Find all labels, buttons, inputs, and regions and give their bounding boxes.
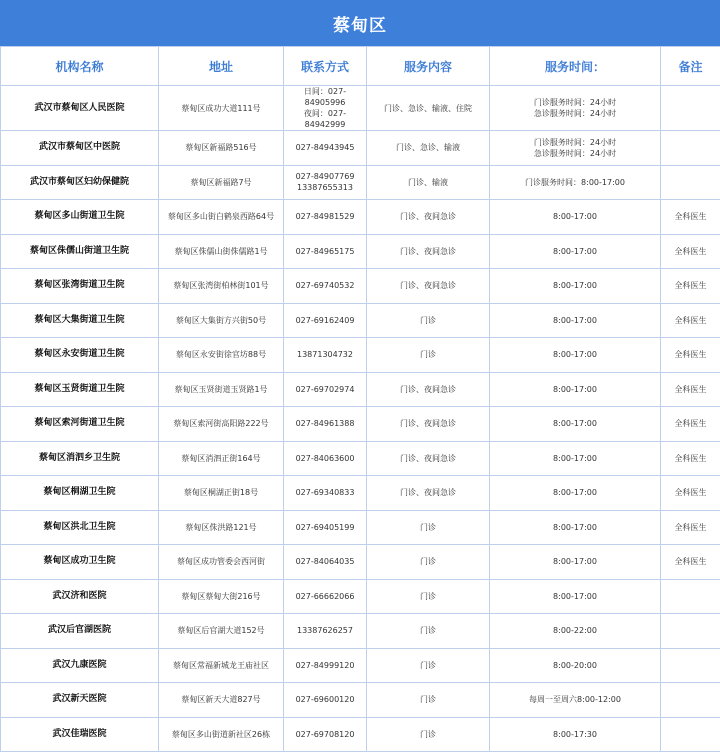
cell-services: 门诊 bbox=[367, 303, 490, 338]
cell-note bbox=[661, 717, 720, 752]
cell-hours-line: 8:00-17:00 bbox=[493, 246, 657, 257]
cell-hours bbox=[490, 579, 661, 614]
cell-note: 全科医生 bbox=[661, 510, 720, 545]
table-body bbox=[1, 86, 720, 752]
cell-note bbox=[661, 86, 720, 131]
cell-hours bbox=[490, 545, 661, 580]
cell-address: 蔡甸区成功管委会西河街 bbox=[159, 545, 284, 580]
cell-name: 蔡甸区侏儒山街道卫生院 bbox=[1, 234, 159, 269]
cell-contact bbox=[284, 338, 367, 373]
cell-contact bbox=[284, 165, 367, 200]
cell-note: 全科医生 bbox=[661, 200, 720, 235]
cell-hours bbox=[490, 131, 661, 166]
table-row bbox=[1, 614, 720, 649]
cell-services: 门诊 bbox=[367, 545, 490, 580]
cell-contact-line: 027-66662066 bbox=[287, 591, 363, 602]
cell-address: 蔡甸区多山街道新社区26栋 bbox=[159, 717, 284, 752]
cell-contact bbox=[284, 441, 367, 476]
cell-hours-line: 8:00-17:00 bbox=[493, 522, 657, 533]
title-text: 蔡甸区 bbox=[333, 11, 387, 36]
cell-hours-line: 8:00-22:00 bbox=[493, 625, 657, 636]
cell-contact-line: 027-84999120 bbox=[287, 660, 363, 671]
cell-services: 门诊 bbox=[367, 648, 490, 683]
cell-hours-line: 8:00-20:00 bbox=[493, 660, 657, 671]
cell-hours bbox=[490, 717, 661, 752]
table-row bbox=[1, 510, 720, 545]
cell-name: 武汉九康医院 bbox=[1, 648, 159, 683]
cell-name: 蔡甸区张湾街道卫生院 bbox=[1, 269, 159, 304]
cell-hours-line: 每周一至周六8:00-12:00 bbox=[493, 694, 657, 705]
cell-services: 门诊 bbox=[367, 717, 490, 752]
cell-note bbox=[661, 165, 720, 200]
table-row bbox=[1, 165, 720, 200]
cell-name: 武汉市蔡甸区妇幼保健院 bbox=[1, 165, 159, 200]
cell-name: 武汉佳瑞医院 bbox=[1, 717, 159, 752]
cell-hours bbox=[490, 372, 661, 407]
cell-note bbox=[661, 648, 720, 683]
cell-name: 武汉济和医院 bbox=[1, 579, 159, 614]
table-row bbox=[1, 648, 720, 683]
cell-address: 蔡甸区侏洪路121号 bbox=[159, 510, 284, 545]
cell-services: 门诊、急诊、输液 bbox=[367, 131, 490, 166]
cell-note bbox=[661, 579, 720, 614]
cell-name: 蔡甸区消泗乡卫生院 bbox=[1, 441, 159, 476]
cell-name: 蔡甸区多山街道卫生院 bbox=[1, 200, 159, 235]
cell-note: 全科医生 bbox=[661, 407, 720, 442]
cell-contact-line: 027-69740532 bbox=[287, 280, 363, 291]
cell-contact bbox=[284, 510, 367, 545]
cell-hours-line: 8:00-17:00 bbox=[493, 556, 657, 567]
cell-hours bbox=[490, 510, 661, 545]
table-row bbox=[1, 86, 720, 131]
table-row bbox=[1, 476, 720, 511]
cell-contact-line: 日间：027-84905996 bbox=[287, 86, 363, 108]
cell-hours-line: 8:00-17:00 bbox=[493, 315, 657, 326]
table-header-row bbox=[1, 47, 720, 86]
cell-hours-line: 8:00-17:00 bbox=[493, 280, 657, 291]
cell-contact bbox=[284, 86, 367, 131]
cell-hours-line: 急诊服务时间：24小时 bbox=[493, 148, 657, 159]
cell-contact bbox=[284, 269, 367, 304]
cell-address: 蔡甸区消泗正街164号 bbox=[159, 441, 284, 476]
cell-address: 蔡甸区蔡甸大街216号 bbox=[159, 579, 284, 614]
cell-services: 门诊、夜间急诊 bbox=[367, 200, 490, 235]
cell-note: 全科医生 bbox=[661, 441, 720, 476]
cell-hours-line: 8:00-17:00 bbox=[493, 591, 657, 602]
cell-address: 蔡甸区侏儒山街侏儒路1号 bbox=[159, 234, 284, 269]
cell-services: 门诊 bbox=[367, 579, 490, 614]
cell-note bbox=[661, 683, 720, 718]
cell-hours-line: 8:00-17:00 bbox=[493, 211, 657, 222]
cell-services: 门诊、夜间急诊 bbox=[367, 441, 490, 476]
cell-hours bbox=[490, 86, 661, 131]
cell-hours-line: 8:00-17:00 bbox=[493, 418, 657, 429]
cell-name: 蔡甸区索河街道卫生院 bbox=[1, 407, 159, 442]
header-contact: 联系方式 bbox=[284, 47, 367, 86]
cell-note: 全科医生 bbox=[661, 476, 720, 511]
cell-contact-line: 027-84961388 bbox=[287, 418, 363, 429]
cell-contact bbox=[284, 234, 367, 269]
cell-services: 门诊、夜间急诊 bbox=[367, 407, 490, 442]
table-row bbox=[1, 372, 720, 407]
cell-contact-line: 027-69702974 bbox=[287, 384, 363, 395]
table-row bbox=[1, 683, 720, 718]
cell-contact-line: 027-84064035 bbox=[287, 556, 363, 567]
cell-contact bbox=[284, 131, 367, 166]
cell-contact bbox=[284, 372, 367, 407]
cell-name: 蔡甸区永安街道卫生院 bbox=[1, 338, 159, 373]
cell-contact bbox=[284, 717, 367, 752]
table-row bbox=[1, 338, 720, 373]
cell-contact bbox=[284, 648, 367, 683]
cell-hours-line: 8:00-17:00 bbox=[493, 453, 657, 464]
cell-contact bbox=[284, 579, 367, 614]
cell-hours-line: 8:00-17:00 bbox=[493, 349, 657, 360]
table-row bbox=[1, 200, 720, 235]
cell-contact bbox=[284, 200, 367, 235]
cell-hours-line: 门诊服务时间：24小时 bbox=[493, 97, 657, 108]
cell-contact bbox=[284, 614, 367, 649]
header-address: 地址 bbox=[159, 47, 284, 86]
cell-name: 武汉市蔡甸区中医院 bbox=[1, 131, 159, 166]
cell-hours-line: 门诊服务时间：8:00-17:00 bbox=[493, 177, 657, 188]
cell-name: 武汉市蔡甸区人民医院 bbox=[1, 86, 159, 131]
cell-address: 蔡甸区桐湖正街18号 bbox=[159, 476, 284, 511]
cell-services: 门诊 bbox=[367, 338, 490, 373]
cell-hours-line: 8:00-17:00 bbox=[493, 384, 657, 395]
cell-hours bbox=[490, 614, 661, 649]
cell-name: 蔡甸区桐湖卫生院 bbox=[1, 476, 159, 511]
cell-contact bbox=[284, 407, 367, 442]
cell-address: 蔡甸区张湾街柏林街101号 bbox=[159, 269, 284, 304]
cell-note: 全科医生 bbox=[661, 303, 720, 338]
cell-services: 门诊、夜间急诊 bbox=[367, 234, 490, 269]
cell-note bbox=[661, 614, 720, 649]
cell-services: 门诊、夜间急诊 bbox=[367, 269, 490, 304]
cell-address: 蔡甸区成功大道111号 bbox=[159, 86, 284, 131]
cell-note: 全科医生 bbox=[661, 372, 720, 407]
cell-services: 门诊 bbox=[367, 510, 490, 545]
cell-note bbox=[661, 131, 720, 166]
cell-services: 门诊、急诊、输液、住院 bbox=[367, 86, 490, 131]
cell-address: 蔡甸区永安街徐官坊88号 bbox=[159, 338, 284, 373]
cell-services: 门诊 bbox=[367, 614, 490, 649]
cell-hours bbox=[490, 338, 661, 373]
cell-hours-line: 8:00-17:30 bbox=[493, 729, 657, 740]
cell-address: 蔡甸区后官湖大道152号 bbox=[159, 614, 284, 649]
cell-contact-line: 027-84943945 bbox=[287, 142, 363, 153]
cell-contact-line: 027-69600120 bbox=[287, 694, 363, 705]
cell-services: 门诊、夜间急诊 bbox=[367, 372, 490, 407]
cell-name: 蔡甸区成功卫生院 bbox=[1, 545, 159, 580]
table-row bbox=[1, 441, 720, 476]
cell-hours-line: 急诊服务时间：24小时 bbox=[493, 108, 657, 119]
cell-address: 蔡甸区新福路7号 bbox=[159, 165, 284, 200]
cell-contact bbox=[284, 545, 367, 580]
cell-hours bbox=[490, 200, 661, 235]
table-row bbox=[1, 131, 720, 166]
cell-contact-line: 027-84981529 bbox=[287, 211, 363, 222]
cell-services: 门诊、夜间急诊 bbox=[367, 476, 490, 511]
cell-name: 蔡甸区大集街道卫生院 bbox=[1, 303, 159, 338]
page-title bbox=[0, 0, 720, 46]
cell-contact-line: 027-69340833 bbox=[287, 487, 363, 498]
cell-name: 武汉新天医院 bbox=[1, 683, 159, 718]
cell-note: 全科医生 bbox=[661, 269, 720, 304]
cell-hours-line: 门诊服务时间：24小时 bbox=[493, 137, 657, 148]
cell-contact bbox=[284, 476, 367, 511]
cell-name: 武汉后官湖医院 bbox=[1, 614, 159, 649]
cell-hours bbox=[490, 476, 661, 511]
cell-contact bbox=[284, 683, 367, 718]
header-hours: 服务时间： bbox=[490, 47, 661, 86]
cell-contact-line: 027-69708120 bbox=[287, 729, 363, 740]
table-row bbox=[1, 269, 720, 304]
table-row bbox=[1, 407, 720, 442]
cell-contact-line: 夜间：027-84942999 bbox=[287, 108, 363, 130]
cell-hours bbox=[490, 269, 661, 304]
table-row bbox=[1, 234, 720, 269]
cell-address: 蔡甸区常福新城龙王庙社区 bbox=[159, 648, 284, 683]
header-services: 服务内容 bbox=[367, 47, 490, 86]
cell-address: 蔡甸区新天大道827号 bbox=[159, 683, 284, 718]
header-note: 备注 bbox=[661, 47, 720, 86]
cell-services: 门诊 bbox=[367, 683, 490, 718]
cell-contact-line: 13387626257 bbox=[287, 625, 363, 636]
cell-contact-line: 027-84063600 bbox=[287, 453, 363, 464]
cell-note: 全科医生 bbox=[661, 545, 720, 580]
cell-hours bbox=[490, 234, 661, 269]
table-row bbox=[1, 717, 720, 752]
cell-address: 蔡甸区玉贤街道玉贤路1号 bbox=[159, 372, 284, 407]
table-row bbox=[1, 545, 720, 580]
cell-note: 全科医生 bbox=[661, 338, 720, 373]
cell-hours bbox=[490, 683, 661, 718]
cell-hours bbox=[490, 165, 661, 200]
cell-contact-line: 027-69162409 bbox=[287, 315, 363, 326]
cell-hours bbox=[490, 303, 661, 338]
table-row bbox=[1, 303, 720, 338]
cell-name: 蔡甸区玉贤街道卫生院 bbox=[1, 372, 159, 407]
cell-hours bbox=[490, 407, 661, 442]
cell-contact-line: 13387655313 bbox=[287, 182, 363, 193]
cell-contact-line: 027-84965175 bbox=[287, 246, 363, 257]
cell-hours-line: 8:00-17:00 bbox=[493, 487, 657, 498]
table-row bbox=[1, 579, 720, 614]
cell-hours bbox=[490, 648, 661, 683]
cell-contact bbox=[284, 303, 367, 338]
header-name: 机构名称 bbox=[1, 47, 159, 86]
cell-address: 蔡甸区索河街高阳路222号 bbox=[159, 407, 284, 442]
cell-address: 蔡甸区新福路516号 bbox=[159, 131, 284, 166]
cell-address: 蔡甸区大集街方兴街50号 bbox=[159, 303, 284, 338]
clinic-table bbox=[0, 46, 720, 752]
cell-note: 全科医生 bbox=[661, 234, 720, 269]
cell-services: 门诊、输液 bbox=[367, 165, 490, 200]
cell-contact-line: 13871304732 bbox=[287, 349, 363, 360]
cell-contact-line: 027-69405199 bbox=[287, 522, 363, 533]
cell-name: 蔡甸区洪北卫生院 bbox=[1, 510, 159, 545]
cell-address: 蔡甸区多山街白鹤泉西路64号 bbox=[159, 200, 284, 235]
cell-hours bbox=[490, 441, 661, 476]
cell-contact-line: 027-84907769 bbox=[287, 171, 363, 182]
